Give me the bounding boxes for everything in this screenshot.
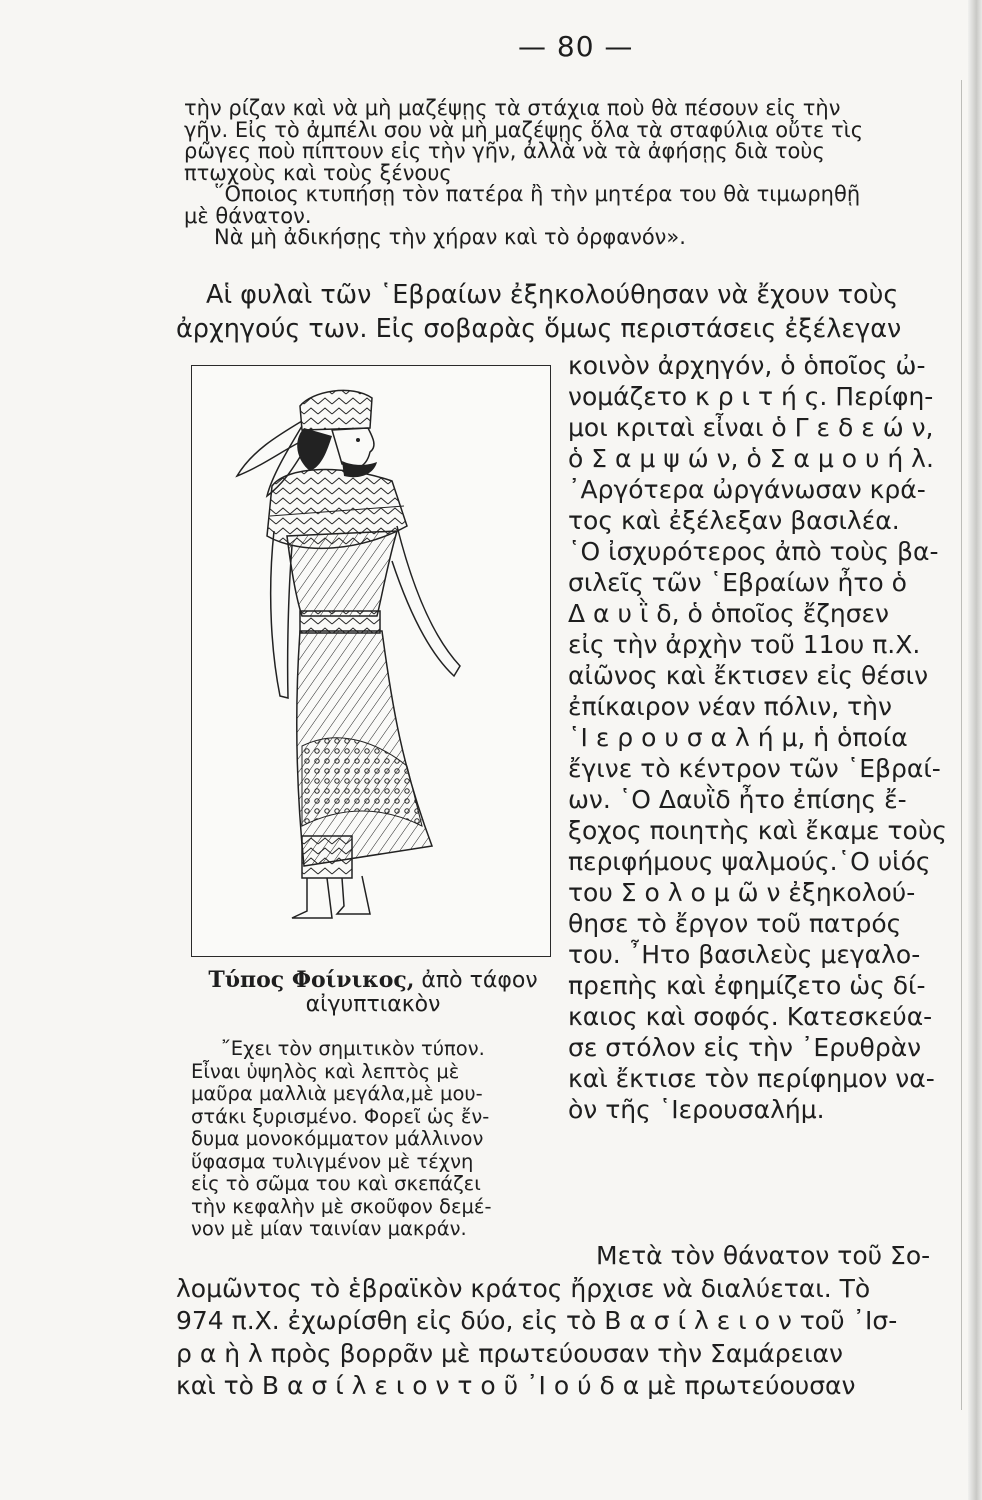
- text-line: ὁ Σ α μ ψ ώ ν, ὁ Σ α μ ο υ ή λ.: [568, 444, 934, 473]
- text-line: 974 π.Χ. ἐχωρίσθη εἰς δύο, εἰς τὸ Β α σ ί λ ε ι ο ν τοῦ ᾿Ισ-: [176, 1306, 898, 1335]
- text-line: ῾Ι ε ρ ο υ σ α λ ή μ, ἡ ὁποία: [568, 723, 908, 752]
- text-line: λομῶντος τὸ ἑβραϊκὸν κράτος ἤρχισε νὰ διαλύεται. Τὸ: [176, 1273, 871, 1303]
- text-line: πτωχοὺς καὶ τοὺς ξένους: [184, 160, 452, 185]
- text-line: στάκι ξυρισμένο. Φορεῖ ὡς ἔν-: [191, 1104, 490, 1128]
- commandments-paragraph: [184, 98, 969, 249]
- text-line: τος καὶ ἐξέλεξαν βασιλέα.: [568, 506, 900, 535]
- text-line: μὲ θάνατον.: [184, 203, 312, 228]
- text-line: εἰς τὸ σῶμα του καὶ σκεπάζει: [191, 1172, 481, 1195]
- text-line: καὶ ἔκτισε τὸν περίφημον να-: [568, 1064, 935, 1093]
- phoenician-figure-drawing: [192, 366, 550, 956]
- text-line: Μετὰ τὸν θάνατον τοῦ Σο-: [596, 1241, 931, 1270]
- text-line: τὴν κεφαλὴν μὲ σκοῦφον δεμέ-: [191, 1194, 492, 1218]
- caption-title-rest: ἀπὸ τάφον: [414, 968, 538, 993]
- text-line: ὸν τῆς ῾Ιερουσαλήμ.: [568, 1095, 825, 1124]
- text-line: Εἶναι ὑψηλὸς καὶ λεπτὸς μὲ: [191, 1059, 460, 1083]
- text-line: νομάζετο κ ρ ι τ ή ς. Περίφη-: [568, 382, 934, 411]
- text-line: ὕφασμα τυλιγμένον μὲ τέχνη: [191, 1149, 474, 1173]
- text-line: ρ α ὴ λ πρὸς βορρᾶν μὲ πρωτεύουσαν τὴν Σαμάρειαν: [176, 1338, 843, 1368]
- caption-title-line2: αἰγυπτιακὸν: [305, 992, 441, 1017]
- phoenician-figure-illustration: [191, 365, 551, 957]
- figure-caption: [191, 968, 555, 1017]
- text-line: Δ α υ ῒ δ, ὁ ὁποῖος ἔζησεν: [568, 599, 890, 628]
- text-line: Αἱ φυλαὶ τῶν ῾Εβραίων ἐξηκολούθησαν νὰ ἔχουν τοὺς: [206, 280, 899, 310]
- intro-paragraph: [176, 278, 966, 346]
- text-line: μοι κριταὶ εἶναι ὁ Γ ε δ ε ώ ν,: [568, 413, 934, 442]
- text-line: περιφήμους ψαλμούς.῾Ο υἱός: [568, 847, 931, 876]
- right-column-text: [568, 350, 968, 1125]
- text-line: ξοχος ποιητὴς καὶ ἔκαμε τοὺς: [568, 816, 947, 845]
- text-line: του Σ ο λ ο μ ῶ ν ἐξηκολού-: [568, 878, 916, 907]
- text-line: ᾿Αργότερα ὠργάνωσαν κρά-: [568, 475, 926, 504]
- text-line: σε στόλον εἰς τὴν ᾿Ερυθρὰν: [568, 1033, 922, 1062]
- text-line: ῾Ο ἰσχυρότερος ἀπὸ τοὺς βα-: [568, 537, 939, 566]
- text-line: ἔγινε τὸ κέντρον τῶν ῾Εβραί-: [568, 754, 941, 783]
- text-line: τὴν ρίζαν καὶ νὰ μὴ μαζέψῃς τὰ στάχια ποὺ θὰ πέσουν εἰς τὴν: [184, 96, 841, 120]
- text-line: αἰῶνος καὶ ἔκτισεν εἰς θέσιν: [568, 661, 929, 690]
- text-line: θησε τὸ ἔργον τοῦ πατρός: [568, 909, 902, 938]
- text-line: μαῦρα μαλλιὰ μεγάλα,μὲ μου-: [191, 1082, 483, 1105]
- caption-description: [191, 1038, 551, 1241]
- text-line: εἰς τὴν ἀρχὴν τοῦ 11ου π.Χ.: [568, 630, 921, 659]
- caption-title-bold: Τύπος Φοίνικος,: [208, 967, 415, 993]
- text-line: ἀρχηγούς των. Εἰς σοβαρὰς ὅμως περιστάσεις ἐξέλεγαν: [176, 314, 902, 344]
- text-line: ῞Οποιος κτυπήσῃ τὸν πατέρα ἢ τὴν μητέρα του θὰ τιμωρηθῇ: [214, 182, 861, 206]
- text-line: ρῶγες ποὺ πίπτουν εἰς τὴν γῆν, ἀλλὰ νὰ τὰ ἀφήσῃς διὰ τοὺς: [184, 139, 825, 163]
- text-line: ων. ῾Ο Δαυῒδ ἦτο ἐπίσης ἔ-: [568, 785, 907, 814]
- page-number: — 80 —: [518, 30, 634, 63]
- text-line: δυμα μονοκόμματον μάλλινον: [191, 1127, 484, 1150]
- text-line: νον μὲ μίαν ταινίαν μακράν.: [191, 1217, 467, 1240]
- text-line: καιος καὶ σοφός. Κατεσκεύα-: [568, 1002, 933, 1031]
- text-line: ῎Εχει τὸν σημιτικὸν τύπον.: [221, 1037, 485, 1060]
- text-line: κοινὸν ἀρχηγόν, ὁ ὁποῖος ὠ-: [568, 351, 926, 380]
- text-line: γῆν. Εἰς τὸ ἀμπέλι σου νὰ μὴ μαζέψῃς ὅλα τὰ σταφύλια οὔτε τὶς: [184, 117, 864, 142]
- text-line: ἐπίκαιρον νέαν πόλιν, τὴν: [568, 692, 892, 721]
- text-line: καὶ τὸ Β α σ ί λ ε ι ο ν τ ο ῦ ᾿Ι ο ύ δ α μὲ πρωτεύουσαν: [176, 1371, 856, 1400]
- page-binding-edge: [968, 0, 982, 1500]
- text-line: πρεπὴς καὶ ἐφημίζετο ὡς δί-: [568, 971, 926, 1000]
- closing-paragraph: [176, 1240, 966, 1403]
- text-line: Νὰ μὴ ἀδικήσῃς τὴν χήραν καὶ τὸ ὀρφανόν».: [214, 225, 686, 249]
- text-line: του. ῏Ητο βασιλεὺς μεγαλο-: [568, 940, 921, 969]
- text-line: σιλεῖς τῶν ῾Εβραίων ἦτο ὁ: [568, 568, 907, 597]
